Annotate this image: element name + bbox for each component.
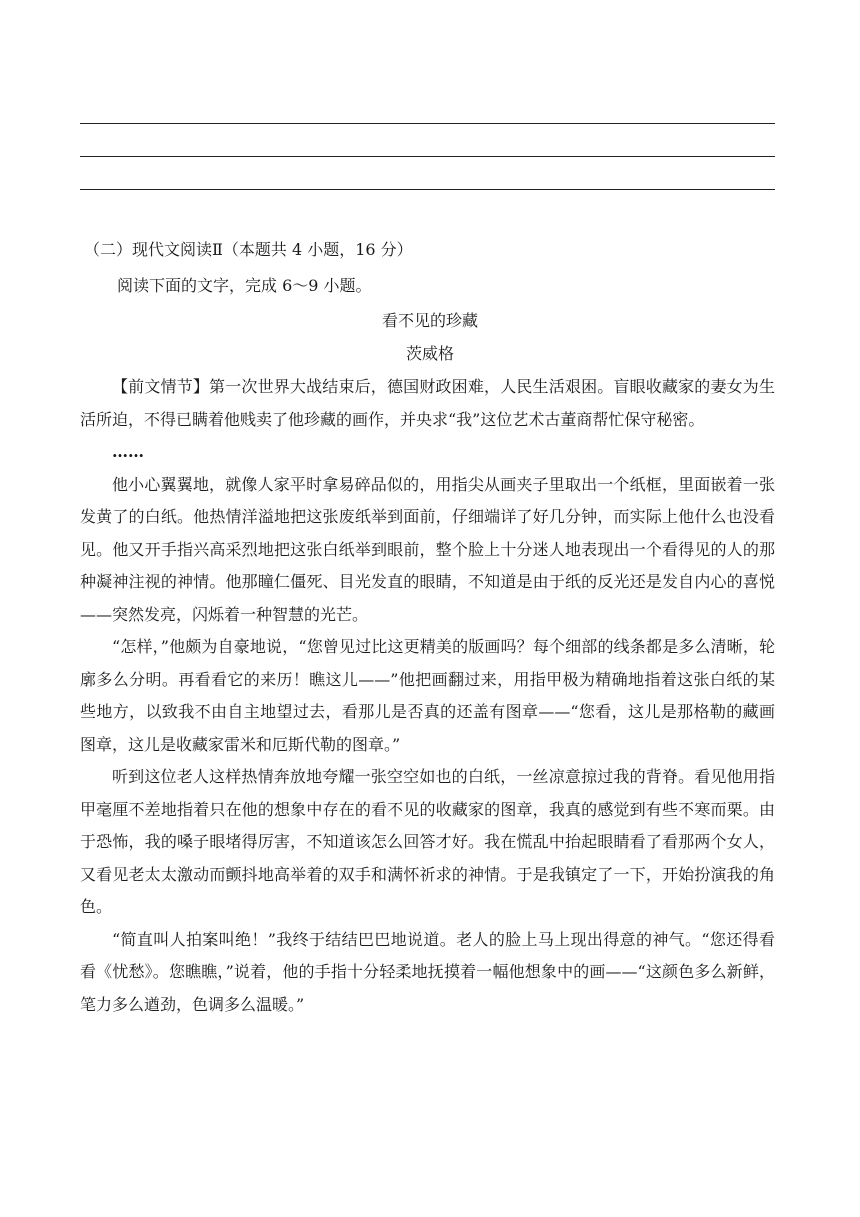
paragraph-1: 他小心翼翼地，就像人家平时拿易碎品似的，用指尖从画夹子里取出一个纸框，里面嵌着一张发黄了的白纸。他热情洋溢地把这张废纸举到面前，仔细端详了好几分钟，而实际上他什么也没看见。他又开手指兴高采烈地把这张白纸举到眼前，整个脸上十分迷人地表现出一个看得见的人的那种凝神注视的神情。他那瞳仁僵死、目光发直的眼睛，不知道是由于纸的反光还是发自内心的喜悦——突然发亮，闪烁着一种智慧的光芒。: [80, 474, 775, 624]
answer-line-1: [80, 123, 775, 124]
paragraph-preface: 【前文情节】第一次世界大战结束后，德国财政困难，人民生活艰困。盲眼收藏家的妻女为生活所迫，不得已瞒着他贱卖了他珍藏的画作，并央求“我”这位艺术古董商帮忙保守秘密。: [80, 377, 775, 429]
answer-line-2: [80, 156, 775, 157]
answer-line-3: [80, 189, 775, 190]
paragraph-ellipsis: ……: [112, 442, 144, 461]
section-heading: （二）现代文阅读Ⅱ（本题共 4 小题，16 分）: [84, 240, 413, 259]
reading-instruction: 阅读下面的文字，完成 6～9 小题。: [117, 276, 372, 295]
paragraph-2: “怎样，”他颇为自豪地说，“您曾见过比这更精美的版画吗？每个细部的线条都是多么清晰，轮廓多么分明。再看看它的来历！瞧这儿——”他把画翻过来，用指甲极为精确地指着这张白纸的某些地方，以致我不由自主地望过去，看那儿是否真的还盖有图章——“您看，这儿是那格勒的藏画图章，这儿是收藏家雷米和厄斯代勒的图章。”: [80, 637, 775, 754]
story-body: [80, 371, 775, 1021]
paragraph-4: “简直叫人拍案叫绝！”我终于结结巴巴地说道。老人的脸上马上现出得意的神气。“您还得看看《忧愁》。您瞧瞧，”说着，他的手指十分轻柔地抚摸着一幅他想象中的画——“这颜色多么新鲜，笔力多么遒劲，色调多么温暖。”: [80, 929, 775, 1014]
story-title: 看不见的珍藏: [381, 311, 478, 330]
paragraph-3: 听到这位老人这样热情奔放地夸耀一张空空如也的白纸，一丝凉意掠过我的背脊。看见他用指甲毫厘不差地指着只在他的想象中存在的看不见的收藏家的图章，我真的感觉到有些不寒而栗。由于恐怖，我的嗓子眼堵得厉害，不知道该怎么回答才好。我在慌乱中抬起眼睛看了看那两个女人，又看见老太太激动而颤抖地高举着的双手和满怀祈求的神情。于是我镇定了一下，开始扮演我的角色。: [80, 767, 775, 916]
story-author: 茨威格: [405, 344, 454, 363]
